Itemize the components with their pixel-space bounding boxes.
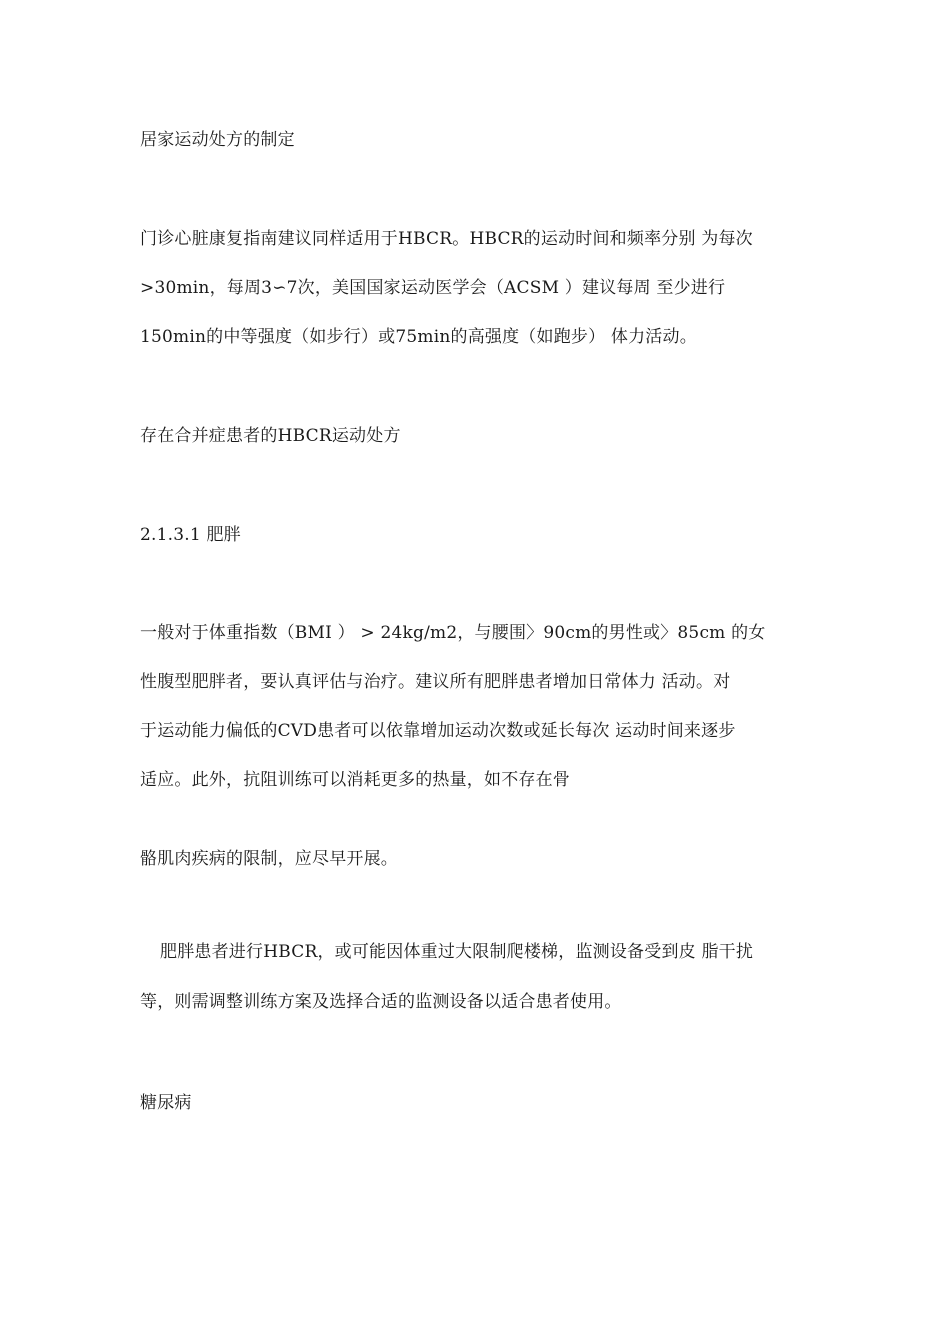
section-title-home-exercise: 居家运动处方的制定 <box>140 130 295 150</box>
paragraph-line: 等，则需调整训练方案及选择合适的监测设备以适合患者使用。 <box>140 992 622 1012</box>
section-title-comorbidity: 存在合并症患者的HBCR运动处方 <box>140 426 401 446</box>
paragraph-line: 一般对于体重指数（BMI ） > 24kg/m2，与腰围〉90cm的男性或〉85cm 的女 <box>140 623 766 643</box>
paragraph-line: 肥胖患者进行HBCR，或可能因体重过大限制爬楼梯，监测设备受到皮 脂干扰 <box>160 942 754 962</box>
paragraph-line: >30min，每周3∽7次，美国国家运动医学会（ACSM ）建议每周 至少进行 <box>140 278 726 298</box>
paragraph-line: 门诊心脏康复指南建议同样适用于HBCR。HBCR的运动时间和频率分别 为每次 <box>140 229 753 249</box>
paragraph-line: 于运动能力偏低的CVD患者可以依靠增加运动次数或延长每次 运动时间来逐步 <box>140 721 736 741</box>
subsection-title-obesity: 2.1.3.1 肥胖 <box>140 525 241 545</box>
paragraph-line: 骼肌肉疾病的限制，应尽早开展。 <box>140 849 398 869</box>
paragraph-line: 适应。此外，抗阻训练可以消耗更多的热量，如不存在骨 <box>140 770 570 790</box>
paragraph-line: 150min的中等强度（如步行）或75min的高强度（如跑步） 体力活动。 <box>140 327 697 347</box>
section-title-diabetes: 糖尿病 <box>140 1093 192 1113</box>
paragraph-line: 性腹型肥胖者，要认真评估与治疗。建议所有肥胖患者增加日常体力 活动。对 <box>140 672 731 692</box>
